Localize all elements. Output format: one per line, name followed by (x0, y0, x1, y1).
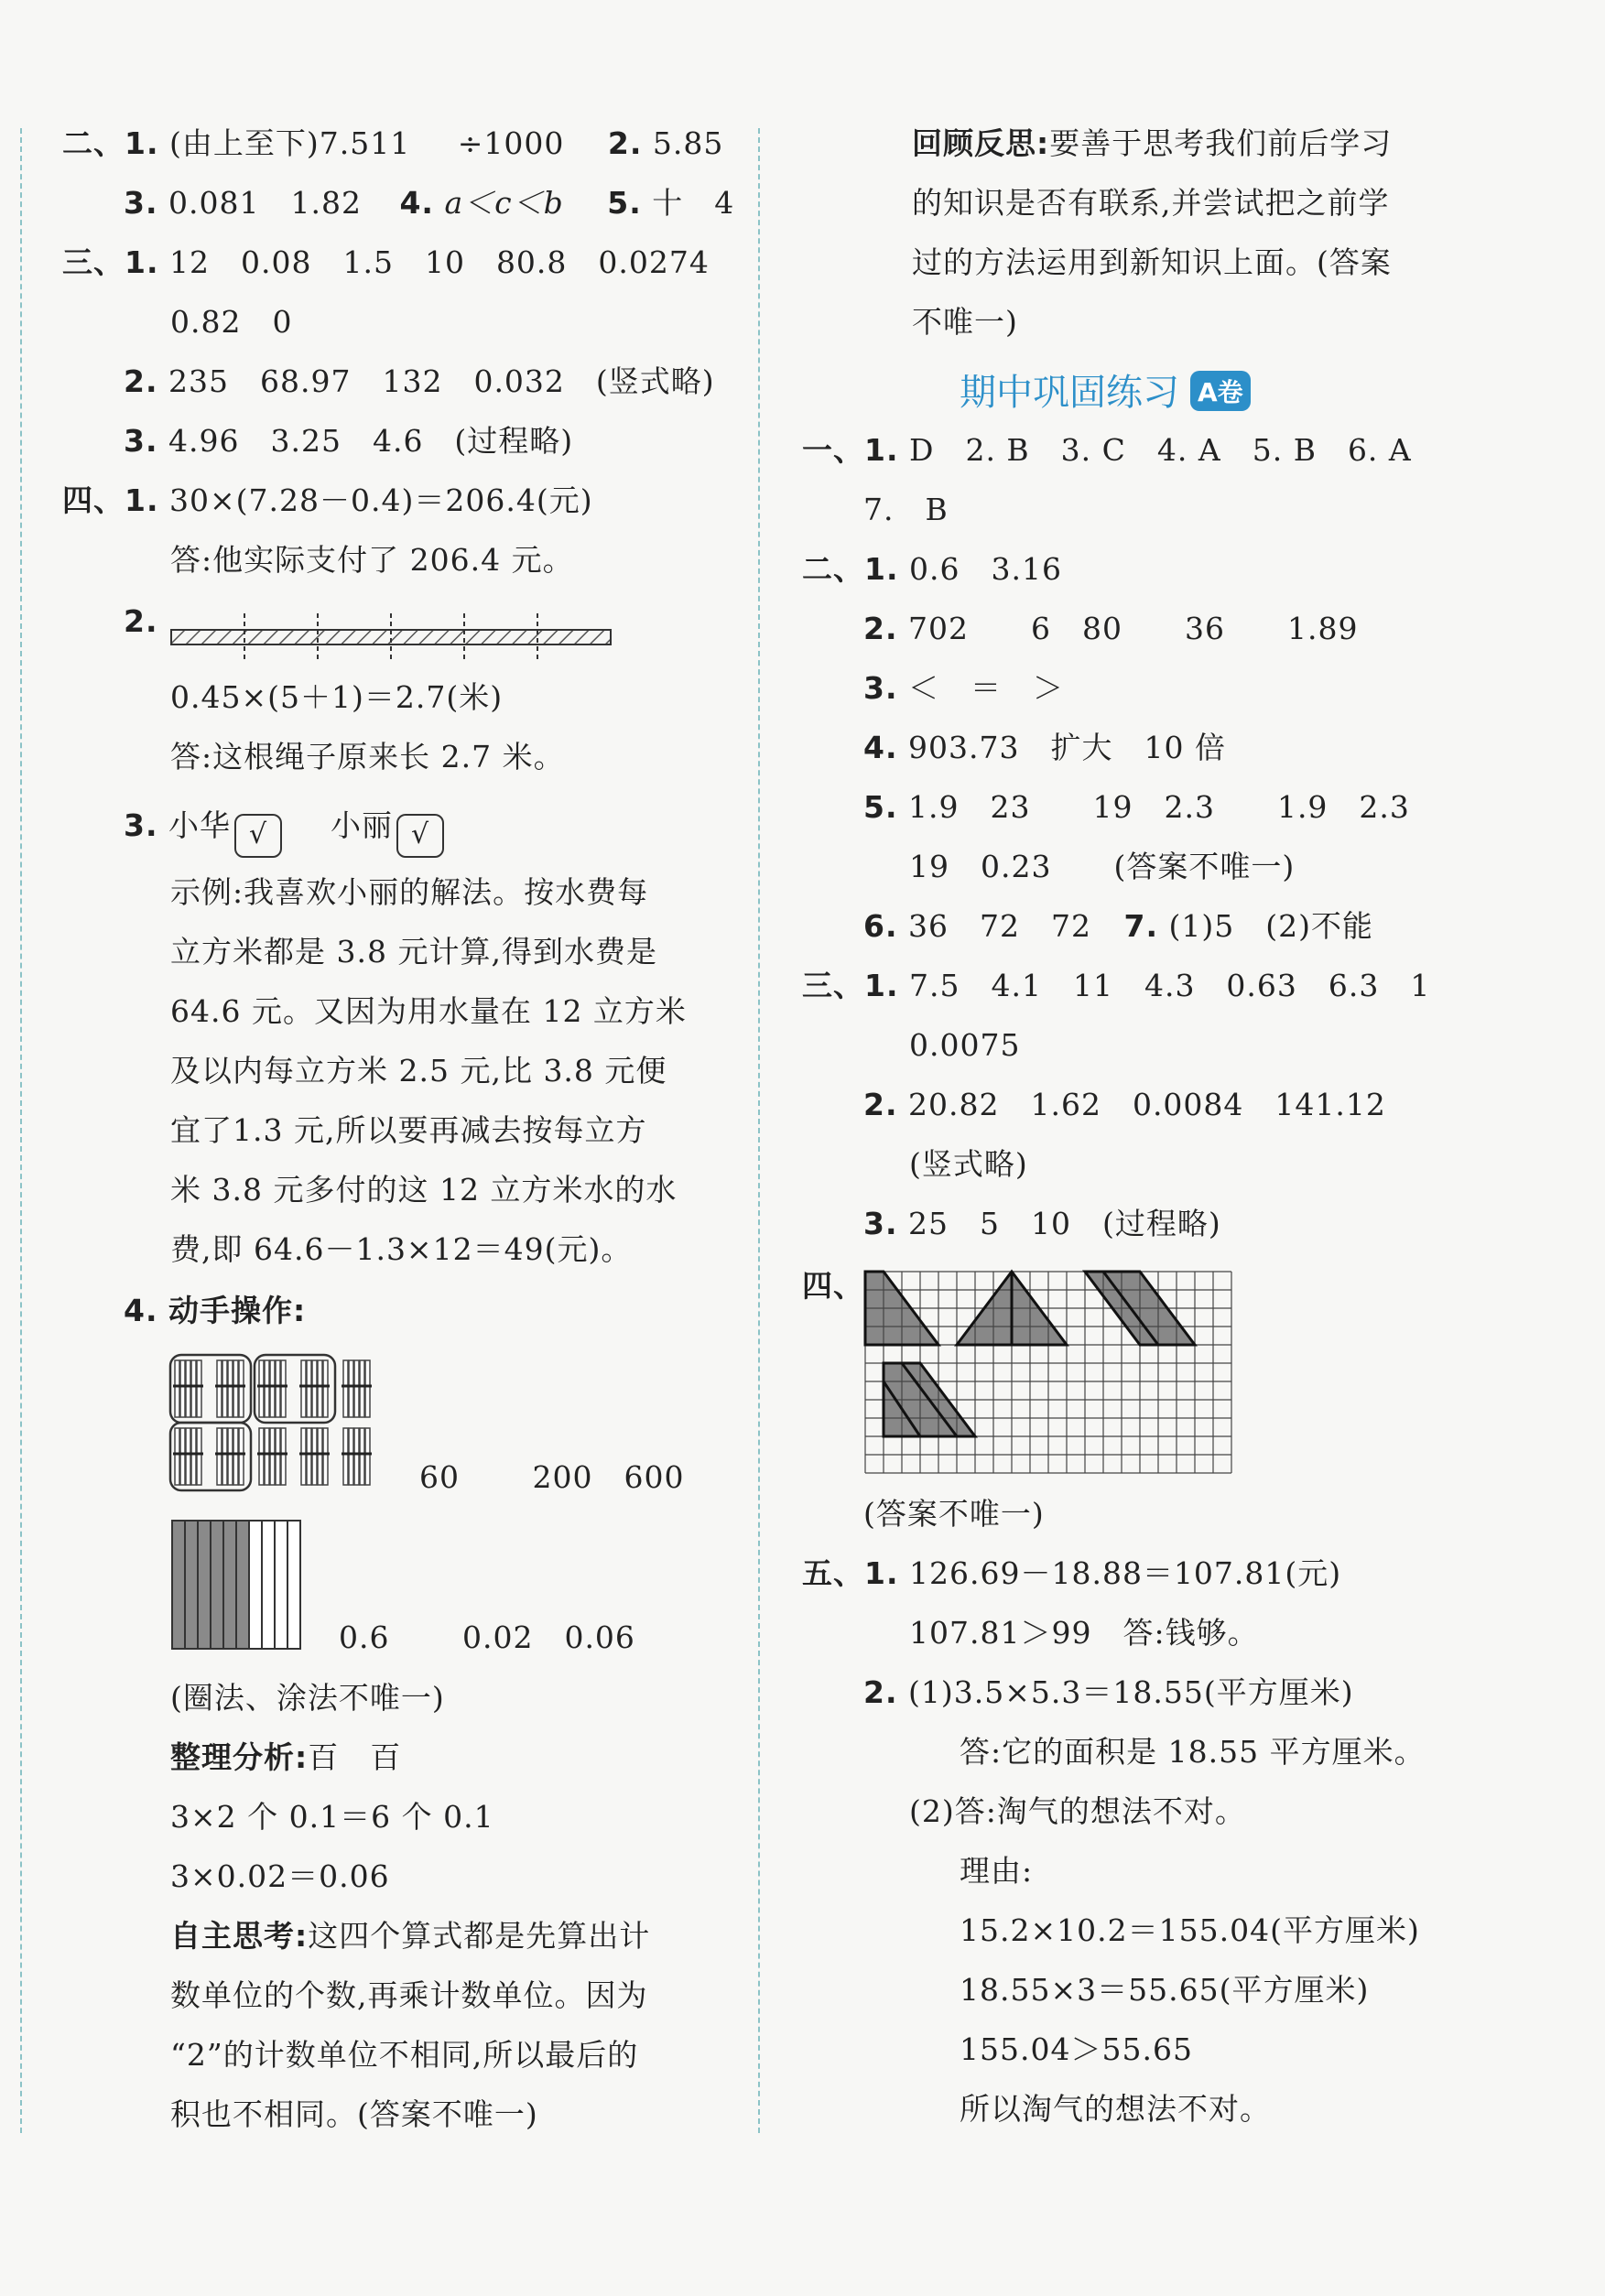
analysis-line-1: 3×2 个 0.1＝6 个 0.1 (170, 1799, 494, 1835)
stick (186, 1360, 190, 1417)
r5-line-4: 所以淘气的想法不对。 (960, 2091, 1271, 2127)
text: 20.82 1.62 0.0084 141.12 (908, 1087, 1386, 1122)
r2-q1 (802, 551, 1062, 587)
label: 3. (124, 185, 158, 221)
strip (198, 1521, 211, 1649)
label: 四、1. (62, 482, 159, 518)
s4-q2-answer: 答:这根绳子原来长 2.7 米。 (170, 739, 565, 774)
text: 12 0.08 1.5 10 80.8 0.0274 (169, 244, 710, 280)
think-line: “2”的计数单位不相同,所以最后的 (170, 2037, 639, 2073)
label: 2. (863, 611, 898, 646)
stick (180, 1428, 185, 1485)
label: 3. (124, 807, 158, 843)
stick (265, 1428, 269, 1485)
stick (349, 1360, 353, 1417)
text: ＜ ＝ ＞ (908, 670, 1064, 706)
label: 7. (1123, 908, 1158, 944)
stick (323, 1428, 328, 1485)
text: 0.6 3.16 (909, 551, 1062, 587)
s4-q3-line: 米 3.8 元多付的这 12 立方米水的水 (170, 1172, 678, 1208)
stick (318, 1428, 322, 1485)
strip (287, 1521, 300, 1649)
text: 5.85 (652, 125, 724, 161)
stick (233, 1428, 238, 1485)
strip (275, 1521, 287, 1649)
text: a＜c＜b (444, 185, 564, 221)
text: (由上至下)7.511 (169, 125, 411, 161)
title-badge: A卷 (1190, 371, 1251, 411)
s4-q2-label: 2. (124, 603, 158, 639)
r2-q6 (863, 908, 1373, 944)
strip (262, 1521, 275, 1649)
review-line: 过的方法运用到新知识上面。(答案 (912, 244, 1392, 280)
text: 要善于思考我们前后学习 (1049, 125, 1393, 161)
review (912, 125, 1393, 161)
stick (233, 1360, 238, 1417)
stick-bundle (215, 1428, 245, 1485)
section-title (960, 363, 1251, 416)
stick-bundle (257, 1360, 287, 1417)
label: 三、1. (802, 968, 899, 1003)
r3-q3 (863, 1208, 1221, 1239)
stick (259, 1360, 264, 1417)
s4-q3-line: 及以内每立方米 2.5 元,比 3.8 元便 (170, 1053, 667, 1088)
strip (236, 1521, 249, 1649)
s2-q3 (124, 185, 735, 221)
r2-q3 (863, 670, 1064, 706)
s4-q2-equation: 0.45×(5＋1)＝2.7(米) (170, 679, 504, 715)
text: 1.9 23 19 2.3 1.9 2.3 (908, 789, 1410, 825)
strip (223, 1521, 236, 1649)
label: 3. (863, 670, 898, 706)
label: 整理分析: (170, 1739, 309, 1775)
stick (281, 1428, 286, 1485)
label: 二、1. (802, 551, 899, 587)
s4-q4-values-1: 60 200 600 (419, 1459, 685, 1495)
text: 903.73 扩大 10 倍 (908, 730, 1226, 765)
label: 6. (863, 908, 898, 944)
stick (239, 1360, 244, 1417)
stick (354, 1428, 359, 1485)
s4-q3-line: 示例:我喜欢小丽的解法。按水费每 (170, 874, 649, 910)
grid-shapes-figure (864, 1271, 1233, 1472)
label: 5. (607, 185, 642, 221)
stick (281, 1360, 286, 1417)
s4-q4-note: (圈法、涂法不唯一) (170, 1680, 445, 1716)
stick-bundle (342, 1428, 372, 1485)
stick (175, 1360, 179, 1417)
r5-reason: 理由: (960, 1853, 1034, 1889)
review-line: 不唯一) (912, 304, 1018, 340)
r5-q2 (863, 1674, 1354, 1710)
label: 4. (124, 1293, 158, 1328)
label: 二、1. (62, 125, 159, 161)
stick (191, 1428, 196, 1485)
r3-q1-cont: 0.0075 (909, 1027, 1021, 1063)
label: 2. (124, 363, 158, 399)
stick (217, 1428, 222, 1485)
stick (307, 1360, 311, 1417)
strip (172, 1521, 185, 1649)
label: 2. (607, 125, 643, 161)
stick (222, 1428, 227, 1485)
label: 4. (863, 730, 898, 765)
stick (301, 1360, 306, 1417)
think-line: 数单位的个数,再乘计数单位。因为 (170, 1977, 648, 2013)
text: 百 百 (308, 1739, 402, 1775)
stick (222, 1360, 227, 1417)
r5-q2-part2: (2)答:淘气的想法不对。 (909, 1793, 1246, 1829)
decimal-strip-figure (171, 1520, 309, 1652)
stick (270, 1360, 275, 1417)
s3-q2 (124, 363, 715, 399)
strip (185, 1521, 198, 1649)
stick (354, 1360, 359, 1417)
grid-lines (865, 1272, 1231, 1473)
think (170, 1918, 651, 1954)
stick-bundles-figure (169, 1353, 389, 1492)
text: 这四个算式都是先算出计 (308, 1918, 651, 1954)
label: 回顾反思: (912, 125, 1050, 161)
r1-q7: 7. B (863, 492, 949, 527)
analysis-line-2: 3×0.02＝0.06 (170, 1858, 390, 1894)
s4-q3-line: 宜了1.3 元,所以要再减去按每立方 (170, 1112, 647, 1148)
text: D 2. B 3. C 4. A 5. B 6. A (909, 432, 1412, 468)
text: 4.96 3.25 4.6 (过程略) (168, 423, 574, 459)
label: 一、1. (802, 432, 899, 468)
label: 自主思考: (170, 1918, 309, 1954)
label: 3. (863, 1206, 898, 1241)
r2-q4 (863, 732, 1226, 763)
stick (191, 1360, 196, 1417)
r2-q5-cont: 19 0.23 (答案不唯一) (909, 849, 1296, 884)
stick (307, 1428, 311, 1485)
label: 2. (863, 1087, 898, 1122)
s3-q1-cont: 0.82 0 (170, 304, 293, 340)
stick (312, 1360, 317, 1417)
s4-q3-line: 立方米都是 3.8 元计算,得到水费是 (170, 934, 657, 969)
stick (365, 1428, 370, 1485)
name-xiaohua: 小华 (168, 807, 231, 843)
label: 4. (399, 185, 434, 221)
text: 30×(7.28－0.4)＝206.4(元) (169, 482, 593, 518)
s3-q1 (62, 244, 710, 280)
r3-q2 (863, 1089, 1386, 1120)
strip (211, 1521, 223, 1649)
r5-q1-answer: 107.81＞99 答:钱够。 (909, 1615, 1259, 1651)
stick-bundle (173, 1428, 203, 1485)
stick (265, 1360, 269, 1417)
stick (276, 1428, 280, 1485)
r5-line-3: 155.04＞55.65 (960, 2031, 1193, 2067)
stick (365, 1360, 370, 1417)
text: (1)5 (2)不能 (1168, 908, 1373, 944)
text: (1)3.5×5.3＝18.55(平方厘米) (908, 1674, 1354, 1710)
label: 5. (863, 789, 898, 825)
stick-bundle (257, 1428, 287, 1485)
s4-q1 (62, 482, 593, 518)
text: 十 4 (652, 185, 735, 221)
check-box-xiaohua: √ (234, 814, 282, 858)
check-box-xiaoli: √ (396, 814, 444, 858)
r5-line-2: 18.55×3＝55.65(平方厘米) (960, 1972, 1370, 2008)
stick-bundle (342, 1360, 372, 1417)
rope-diagram (169, 613, 613, 668)
text: 702 6 80 36 1.89 (908, 611, 1359, 646)
r5-line-1: 15.2×10.2＝155.04(平方厘米) (960, 1912, 1420, 1948)
s4-q4-values-2: 0.6 0.02 0.06 (339, 1619, 635, 1655)
r4-note: (答案不唯一) (863, 1496, 1045, 1532)
r3-q1 (802, 970, 1430, 1001)
stick (301, 1428, 306, 1485)
r4-label: 四、 (802, 1268, 864, 1304)
s2-q1 (62, 125, 724, 161)
stick (343, 1360, 348, 1417)
stick (360, 1360, 364, 1417)
stick (312, 1428, 317, 1485)
stick (228, 1360, 233, 1417)
stick-bundle (215, 1360, 245, 1417)
s4-q4 (124, 1295, 306, 1326)
title: 动手操作: (168, 1293, 307, 1328)
text: 7.5 4.1 11 4.3 0.63 6.3 1 (909, 968, 1431, 1003)
stick (323, 1360, 328, 1417)
label: 五、1. (802, 1555, 899, 1591)
text: 36 72 72 (908, 908, 1091, 944)
stick-bundle (299, 1360, 330, 1417)
stick (175, 1428, 179, 1485)
s4-q1-answer: 答:他实际支付了 206.4 元。 (170, 542, 574, 578)
stick (259, 1428, 264, 1485)
label: 3. (124, 423, 158, 459)
s4-q3-line: 费,即 64.6－1.3×12＝49(元)。 (170, 1231, 633, 1267)
text: 126.69－18.88＝107.81(元) (909, 1555, 1342, 1591)
text: ÷1000 (457, 125, 565, 161)
r5-q2-answer: 答:它的面积是 18.55 平方厘米。 (960, 1734, 1426, 1770)
text: 25 5 10 (过程略) (908, 1206, 1221, 1241)
stick (349, 1428, 353, 1485)
text: 0.081 1.82 (168, 185, 362, 221)
s4-q3 (124, 807, 444, 858)
review-line: 的知识是否有联系,并尝试把之前学 (912, 185, 1390, 221)
stick-bundle (173, 1360, 203, 1417)
label: 三、1. (62, 244, 159, 280)
think-line: 积也不相同。(答案不唯一) (170, 2096, 538, 2132)
strip (249, 1521, 262, 1649)
stick (360, 1428, 364, 1485)
stick (270, 1428, 275, 1485)
name-xiaoli: 小丽 (331, 807, 393, 843)
r1 (802, 432, 1412, 468)
analysis (170, 1739, 402, 1775)
stick (239, 1428, 244, 1485)
r5-q1 (802, 1555, 1342, 1591)
label: 2. (863, 1674, 898, 1710)
stick (228, 1428, 233, 1485)
stick (276, 1360, 280, 1417)
stick-bundle (299, 1428, 330, 1485)
r2-q2 (863, 613, 1358, 644)
stick (318, 1360, 322, 1417)
left-margin-dashed-line (20, 128, 22, 2133)
stick (217, 1360, 222, 1417)
r2-q5 (863, 789, 1410, 825)
s3-q3 (124, 423, 574, 459)
title-text: 期中巩固练习 (960, 372, 1179, 414)
stick (197, 1428, 201, 1485)
text: 235 68.97 132 0.032 (竖式略) (168, 363, 715, 399)
s4-q3-line: 64.6 元。又因为用水量在 12 立方米 (170, 993, 687, 1029)
column-divider-dashed-line (758, 128, 760, 2133)
stick (197, 1360, 201, 1417)
stick (343, 1428, 348, 1485)
stick (186, 1428, 190, 1485)
r3-q2-cont: (竖式略) (909, 1146, 1028, 1182)
stick (180, 1360, 185, 1417)
